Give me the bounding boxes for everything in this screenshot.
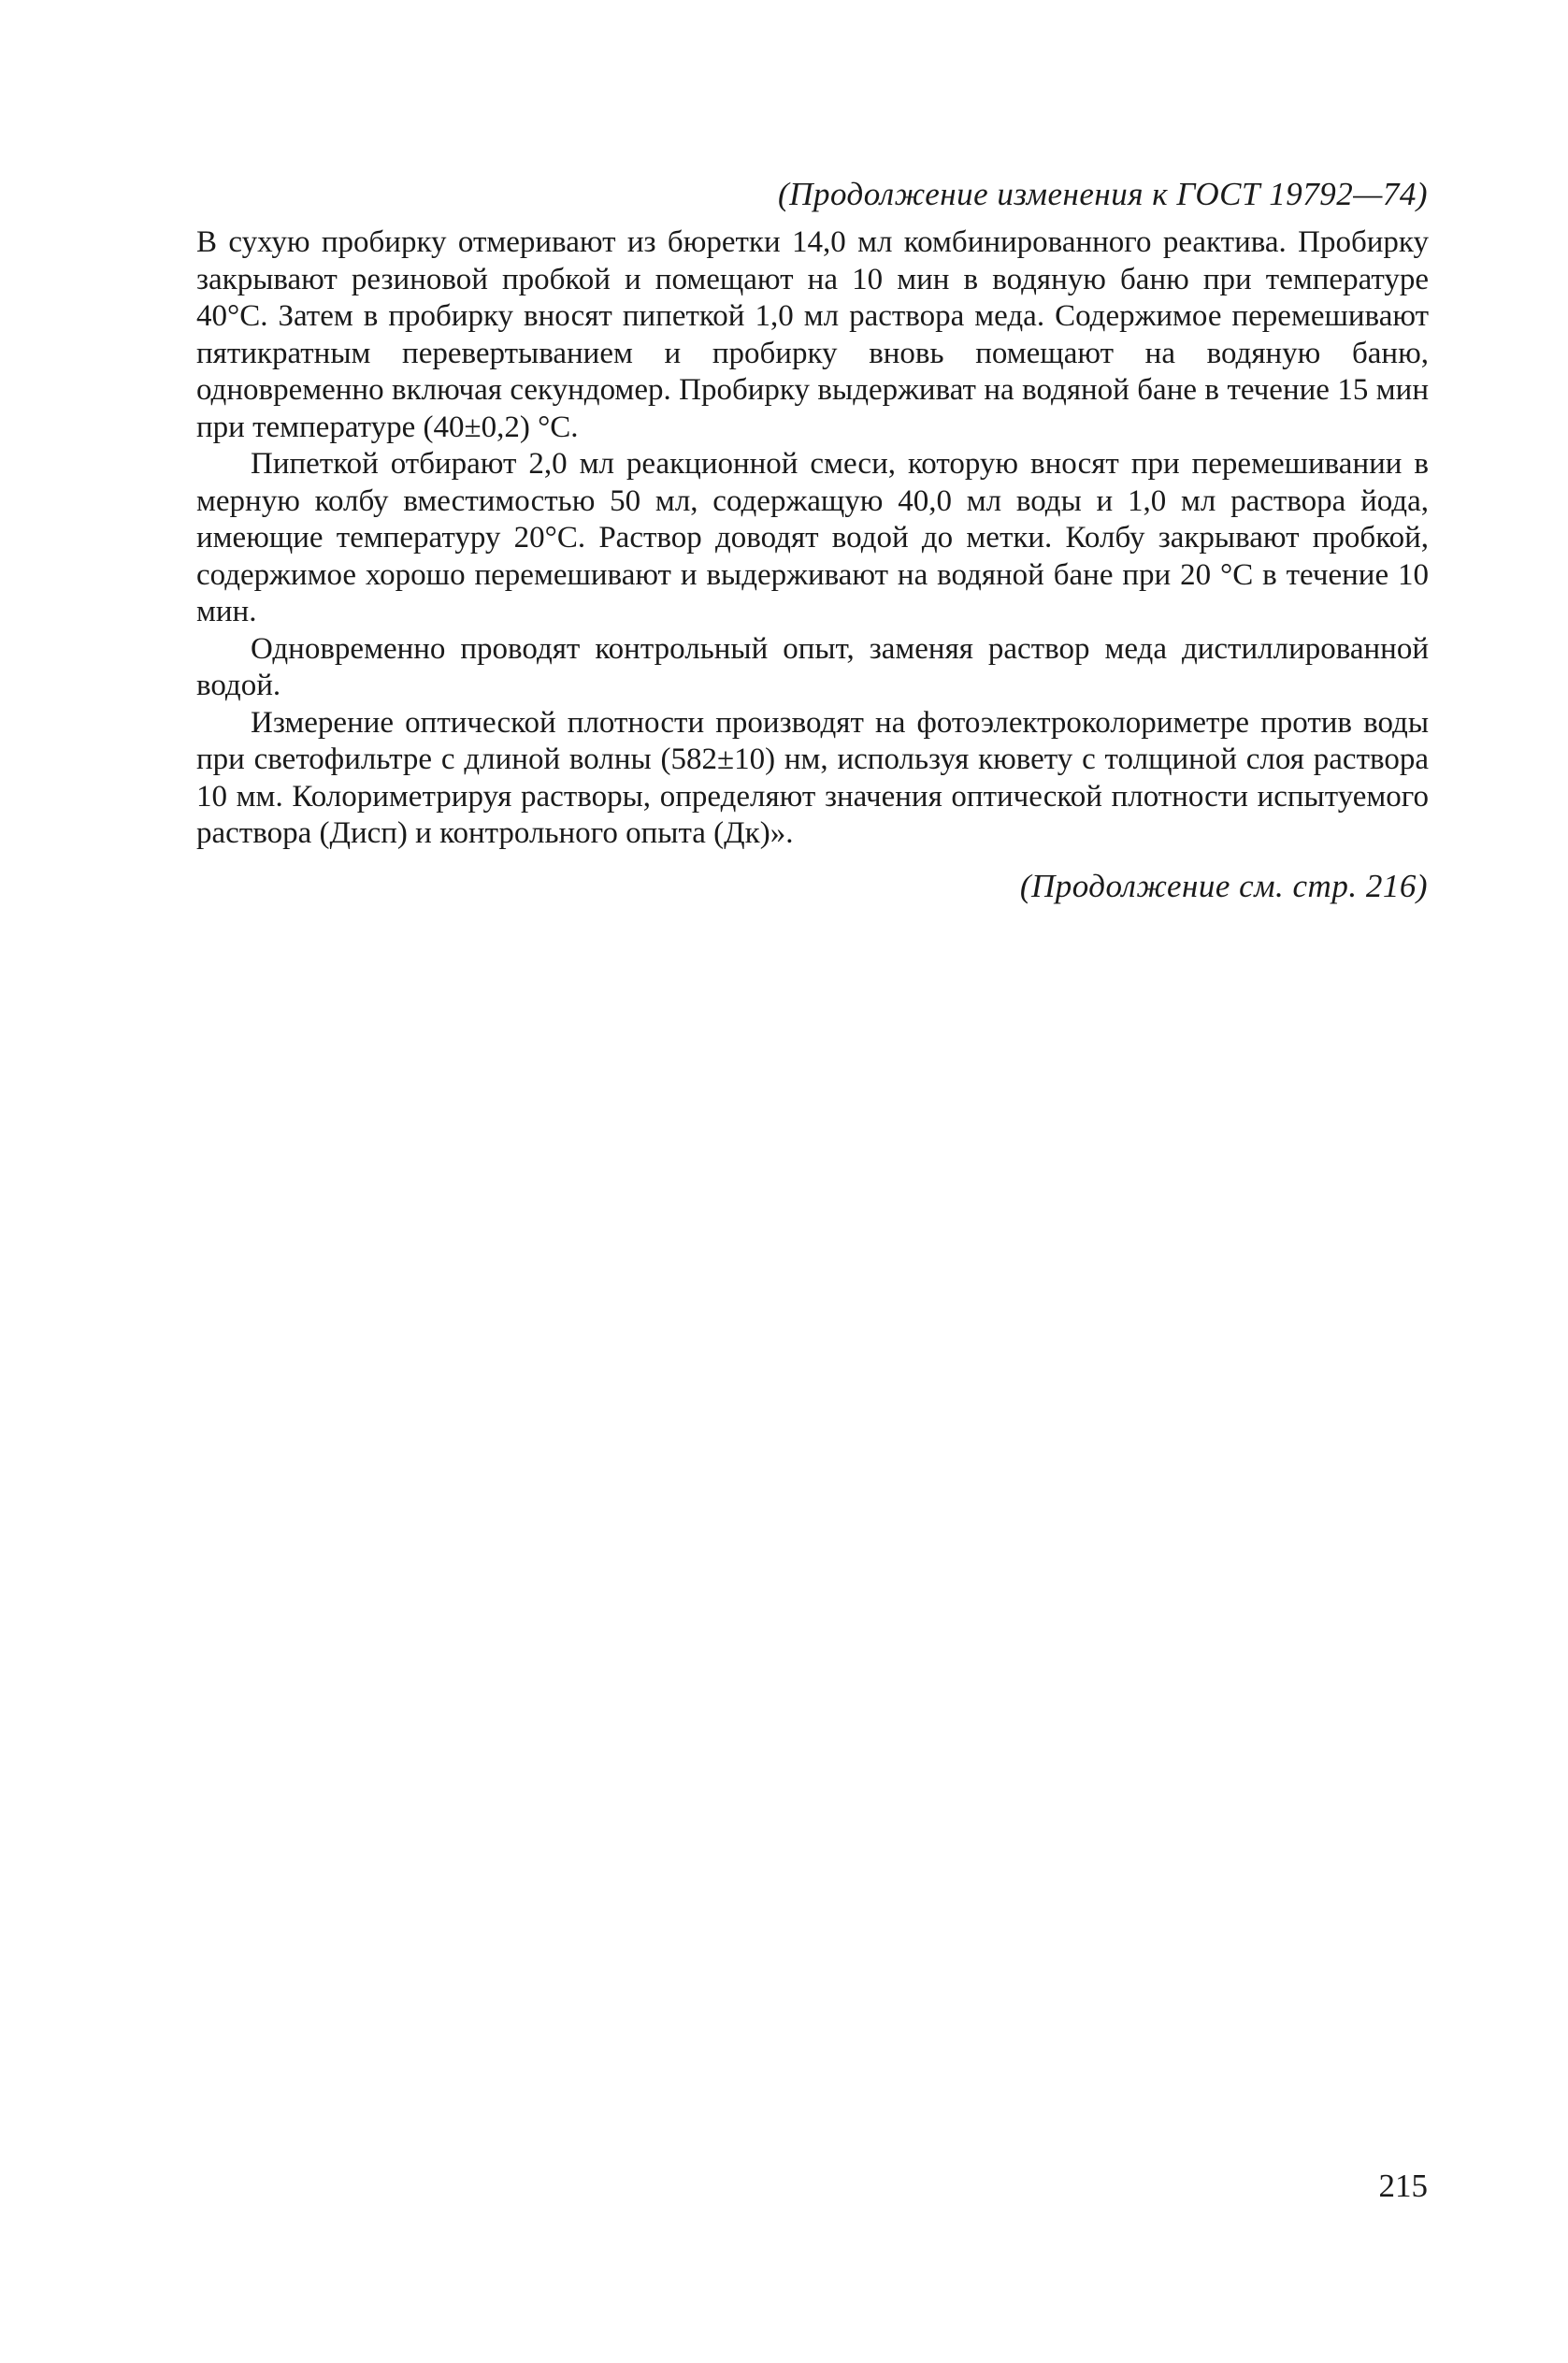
page-number: 215: [1378, 2168, 1428, 2204]
document-body: [196, 224, 1429, 853]
paragraph-3-text: Одновременно проводят контрольный опыт, заменяя раствор меда дистиллированной водой.: [196, 631, 1429, 702]
paragraph-2: [196, 446, 1429, 631]
continuation-footer: (Продолжение см. стр. 216): [1019, 868, 1428, 904]
paragraph-4: [196, 705, 1429, 853]
paragraph-2-text: Пипеткой отбирают 2,0 мл реакционной смеси, которую вносят при перемешивании в мерную колбу вместимостью 50 мл, содержащую 40,0 мл воды и 1,0 мл раствора йода, имеющие температуру 20°С. Раствор доводят водой до метки. Колбу закрывают пробкой, содержимое хорошо перемешивают и выдерживают на водяной бане при 20 °С в течение 10 мин.: [196, 447, 1429, 628]
paragraph-3: [196, 631, 1429, 705]
paragraph-1-text: В сухую пробирку отмеривают из бюретки 14,0 мл комбинированного реактива. Пробирку закрывают резиновой пробкой и помещают на 10 мин в водяную баню при температуре 40°С. Затем в пробирку вносят пипеткой 1,0 мл раствора меда. Содержимое перемешивают пятикратным перевертыванием и пробирку вновь помещают на водяную баню, одновременно включая секундомер. Пробирку выдерживат на водяной бане в течение 15 мин при температуре (40±0,2) °С.: [196, 225, 1429, 444]
continuation-header: (Продолжение изменения к ГОСТ 19792—74): [778, 176, 1428, 212]
paragraph-1: [196, 224, 1429, 446]
paragraph-4-text: Измерение оптической плотности производят на фотоэлектроколориметре против воды при светофильтре с длиной волны (582±10) нм, используя кювету с толщиной слоя раствора 10 мм. Колориметрируя растворы, определяют значения оптической плотности испытуемого раствора (Дисп) и контрольного опыта (Дк)».: [196, 705, 1429, 850]
